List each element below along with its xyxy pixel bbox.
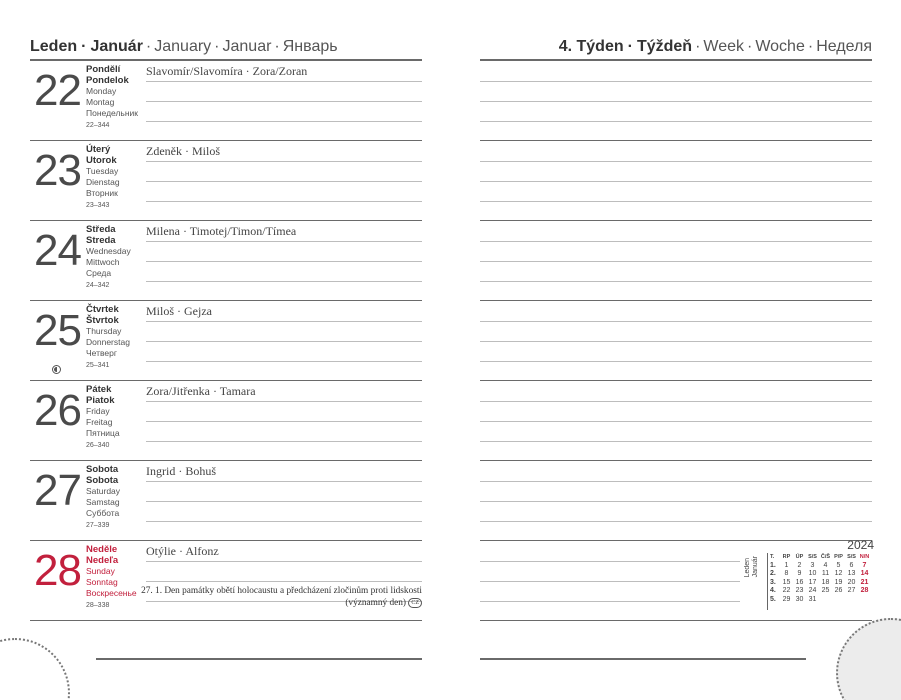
mini-calendar-week-number: 5.: [770, 595, 776, 603]
writing-line: [146, 561, 422, 562]
day-name-sk: Piatok: [86, 394, 115, 406]
day-number: 26: [34, 386, 81, 435]
right-page: [480, 28, 872, 621]
day-writing-area[interactable]: [146, 541, 422, 621]
writing-line: [480, 441, 872, 442]
writing-line: [480, 101, 872, 102]
day-name-ru: Пятница: [86, 427, 120, 438]
notes-area[interactable]: [480, 61, 872, 621]
nameday-text: Milena · Timotej/Timon/Tímea: [146, 224, 297, 238]
notes-block[interactable]: [480, 301, 872, 381]
day-of-year: 23–343: [86, 201, 110, 209]
day-names: [86, 465, 146, 531]
writing-line: [146, 201, 422, 202]
mini-calendar-day: 26: [834, 587, 843, 594]
mini-calendar-day: 12: [834, 570, 843, 577]
mini-calendar-day: 23: [795, 587, 804, 594]
writing-line: [480, 241, 872, 242]
mini-calendar-week-number: 1.: [770, 561, 776, 569]
writing-line: [146, 101, 422, 102]
writing-line: [146, 361, 422, 362]
month-ru: Январь: [282, 38, 338, 55]
writing-line: [480, 181, 872, 182]
day-name-en: Friday: [86, 406, 110, 417]
day-name-en: Monday: [86, 86, 117, 97]
writing-line: [480, 581, 740, 582]
mini-calendar-month-label: [744, 556, 760, 577]
day-name-ru: Вторник: [86, 187, 118, 198]
day-name-sk: Streda: [86, 234, 116, 246]
mini-calendar-day: 20: [847, 578, 856, 586]
day-name-de: Mittwoch: [86, 256, 120, 267]
writing-line: [480, 361, 872, 362]
moon-phase-icon: [52, 365, 61, 374]
day-name-ru: Суббота: [86, 507, 120, 518]
mini-calendar-year: 2024: [847, 538, 874, 552]
mini-calendar-day: 18: [821, 578, 830, 586]
writing-line: [480, 261, 872, 262]
nameday-text: Slavomír/Slavomíra · Zora/Zoran: [146, 64, 308, 78]
day-name-cz: Sobota: [86, 464, 119, 475]
month-sk: Január: [90, 38, 143, 55]
day-of-year: 24–342: [86, 281, 110, 289]
day-names: [86, 225, 146, 291]
day-name-sk: Utorok: [86, 154, 117, 166]
day-number: 24: [34, 226, 81, 275]
day-names: [86, 305, 146, 371]
day-name-en: Tuesday: [86, 166, 119, 177]
notes-block[interactable]: [480, 221, 872, 301]
notes-block[interactable]: [480, 61, 872, 141]
day-name-cz: Úterý: [86, 144, 111, 155]
day-name-ru: Четверг: [86, 347, 117, 358]
decorative-circle-left: [0, 638, 70, 700]
writing-line: [146, 421, 422, 422]
mini-calendar-week-number: 3.: [770, 578, 776, 586]
week-sk: Týždeň: [636, 38, 693, 55]
day-name-en: Saturday: [86, 486, 121, 497]
writing-line: [146, 401, 422, 402]
cz-badge: CZ: [408, 598, 422, 608]
day-of-year: 25–341: [86, 361, 110, 369]
nameday-text: Ingrid · Bohuš: [146, 464, 216, 478]
mini-calendar-day: 22: [782, 587, 791, 594]
footnote-line1: 27. 1. Den památky obětí holocaustu a předcházení zločinům proti lidskosti: [141, 586, 422, 596]
day-entry: [30, 541, 422, 621]
week-cz: 4. Týden: [558, 38, 624, 55]
day-number: 22: [34, 66, 81, 115]
day-of-year: 27–339: [86, 521, 110, 529]
nameday-text: Miloš · Gejza: [146, 304, 212, 318]
mini-calendar-header: T.: [770, 554, 775, 560]
writing-line: [480, 521, 872, 522]
day-name-de: Donnerstag: [86, 336, 130, 347]
day-name-en: Sunday: [86, 566, 115, 577]
mini-calendar-day: 17: [808, 578, 817, 586]
nameday-text: Otýlie · Alfonz: [146, 544, 219, 558]
mini-calendar-header: P/P: [834, 554, 843, 560]
writing-line: [480, 321, 872, 322]
week-en: Week: [703, 38, 745, 55]
writing-line: [480, 281, 872, 282]
mini-calendar-grid: [770, 553, 871, 604]
bottom-rule-left: [96, 658, 422, 660]
writing-line: [146, 441, 422, 442]
separator: ·: [627, 38, 633, 55]
mini-calendar-day: 28: [860, 587, 869, 594]
writing-line: [146, 121, 422, 122]
writing-line: [146, 81, 422, 82]
mini-calendar-header: ÚP: [795, 554, 804, 560]
writing-line: [146, 481, 422, 482]
mini-calendar-day: [858, 596, 871, 605]
mini-month-sk: Január: [752, 556, 759, 578]
writing-line: [146, 321, 422, 322]
writing-line: [480, 601, 740, 602]
day-number: 28: [34, 546, 81, 595]
decorative-circle-right: [836, 618, 901, 700]
day-writing-area[interactable]: [146, 221, 422, 301]
mini-calendar-day: 6: [849, 561, 854, 569]
mini-calendar-week-number: 2.: [770, 570, 776, 577]
month-en: January: [154, 38, 212, 55]
day-name-ru: Воскресенье: [86, 587, 137, 598]
day-name-ru: Понедельник: [86, 107, 139, 118]
left-page: [30, 28, 422, 621]
writing-line: [146, 281, 422, 282]
mini-month-cz: Leden: [744, 557, 751, 578]
mini-calendar-day: 30: [795, 595, 804, 603]
nameday-text: Zora/Jitřenka · Tamara: [146, 384, 256, 398]
mini-calendar-header: S/S: [808, 554, 817, 560]
notes-block[interactable]: [480, 381, 872, 461]
week-de: Woche: [755, 38, 805, 55]
writing-line: [480, 561, 740, 562]
day-name-de: Samstag: [86, 496, 120, 507]
separator: ·: [747, 38, 753, 55]
separator: ·: [695, 38, 701, 55]
mini-calendar-header: S/S: [847, 554, 856, 560]
mini-calendar-day: 2: [797, 561, 802, 569]
week-ru: Неделя: [816, 38, 872, 55]
day-writing-area[interactable]: [146, 461, 422, 541]
day-entry: [30, 461, 422, 541]
day-number: 25: [34, 306, 81, 355]
footnote-line2: (významný den): [345, 598, 406, 608]
writing-line: [146, 161, 422, 162]
day-writing-area[interactable]: [146, 61, 422, 141]
mini-calendar: [742, 538, 874, 610]
mini-calendar-day: [845, 596, 858, 605]
day-name-sk: Štvrtok: [86, 314, 119, 326]
footnote: [86, 585, 422, 609]
day-names: [86, 385, 146, 451]
day-name-de: Sonntag: [86, 576, 118, 587]
writing-line: [146, 581, 422, 582]
mini-calendar-day: 13: [847, 570, 856, 577]
day-name-cz: Středa: [86, 224, 116, 235]
day-of-year: 26–340: [86, 441, 110, 449]
day-name-de: Dienstag: [86, 176, 120, 187]
writing-line: [146, 261, 422, 262]
mini-calendar-day: 14: [860, 570, 869, 577]
day-entry: [30, 61, 422, 141]
writing-line: [146, 241, 422, 242]
writing-line: [480, 401, 872, 402]
mini-calendar-day: 29: [782, 595, 791, 603]
mini-calendar-day: 27: [847, 587, 856, 594]
week-header: [480, 28, 872, 56]
day-writing-area[interactable]: [146, 381, 422, 461]
month-de: Januar: [222, 38, 272, 55]
day-names: [86, 65, 146, 131]
day-entry: [30, 381, 422, 461]
notes-block[interactable]: [480, 461, 872, 541]
mini-calendar-week-number: 4.: [770, 587, 776, 594]
mini-calendar-day: 19: [834, 578, 843, 586]
day-entry: [30, 301, 422, 381]
day-entry: [30, 141, 422, 221]
day-name-en: Thursday: [86, 326, 122, 337]
mini-calendar-day: 10: [808, 570, 817, 577]
mini-calendar-day: [819, 596, 832, 605]
bottom-rule-right: [480, 658, 806, 660]
day-name-sk: Nedeľa: [86, 554, 119, 566]
writing-line: [480, 201, 872, 202]
mini-calendar-day: 8: [784, 570, 789, 577]
mini-calendar-day: 31: [808, 595, 817, 603]
day-name-sk: Pondelok: [86, 74, 129, 86]
separator: ·: [807, 38, 814, 55]
mini-calendar-header: RP: [782, 554, 791, 560]
mini-calendar-day: 24: [808, 587, 817, 594]
writing-line: [480, 121, 872, 122]
writing-line: [146, 181, 422, 182]
mini-calendar-header: Č/Š: [820, 554, 831, 560]
mini-calendar-divider: [767, 553, 768, 610]
separator: ·: [274, 38, 280, 55]
nameday-text: Zdeněk · Miloš: [146, 144, 220, 158]
writing-line: [480, 421, 872, 422]
month-cz: Leden: [30, 38, 78, 55]
mini-calendar-day: 25: [821, 587, 830, 594]
day-name-en: Wednesday: [86, 246, 131, 257]
writing-line: [480, 81, 872, 82]
mini-calendar-day: 5: [836, 561, 841, 569]
day-writing-area[interactable]: [146, 141, 422, 221]
separator: ·: [214, 38, 220, 55]
mini-calendar-day: 7: [862, 561, 867, 569]
days-list: [30, 61, 422, 621]
day-name-cz: Pondělí: [86, 64, 121, 75]
mini-calendar-day: 16: [795, 578, 804, 586]
day-name-cz: Čtvrtek: [86, 304, 119, 315]
month-header: [30, 28, 422, 56]
day-number: 23: [34, 146, 81, 195]
writing-line: [480, 481, 872, 482]
mini-calendar-day: 11: [821, 570, 830, 577]
mini-calendar-day: 21: [860, 578, 869, 586]
day-of-year: 28–338: [86, 601, 110, 609]
day-writing-area[interactable]: [146, 301, 422, 381]
writing-line: [480, 341, 872, 342]
mini-calendar-day: 15: [782, 578, 791, 586]
mini-calendar-day: 3: [810, 561, 815, 569]
writing-line: [146, 501, 422, 502]
day-name-cz: Pátek: [86, 384, 112, 395]
mini-calendar-day: 1: [784, 561, 789, 569]
separator: ·: [145, 38, 152, 55]
writing-line: [480, 501, 872, 502]
day-name-de: Montag: [86, 96, 115, 107]
day-entry: [30, 221, 422, 301]
writing-line: [146, 341, 422, 342]
writing-line: [480, 161, 872, 162]
day-name-ru: Среда: [86, 267, 112, 278]
day-names: [86, 145, 146, 211]
mini-calendar-day: 4: [823, 561, 828, 569]
writing-line: [146, 521, 422, 522]
notes-block[interactable]: [480, 141, 872, 221]
separator: ·: [81, 38, 87, 55]
mini-calendar-day: [832, 596, 845, 605]
day-name-de: Freitag: [86, 416, 113, 427]
day-name-cz: Neděle: [86, 544, 118, 555]
day-of-year: 22–344: [86, 121, 110, 129]
day-number: 27: [34, 466, 81, 515]
day-name-sk: Sobota: [86, 474, 119, 486]
mini-calendar-day: 9: [797, 570, 802, 577]
mini-calendar-header: N/N: [859, 554, 870, 560]
